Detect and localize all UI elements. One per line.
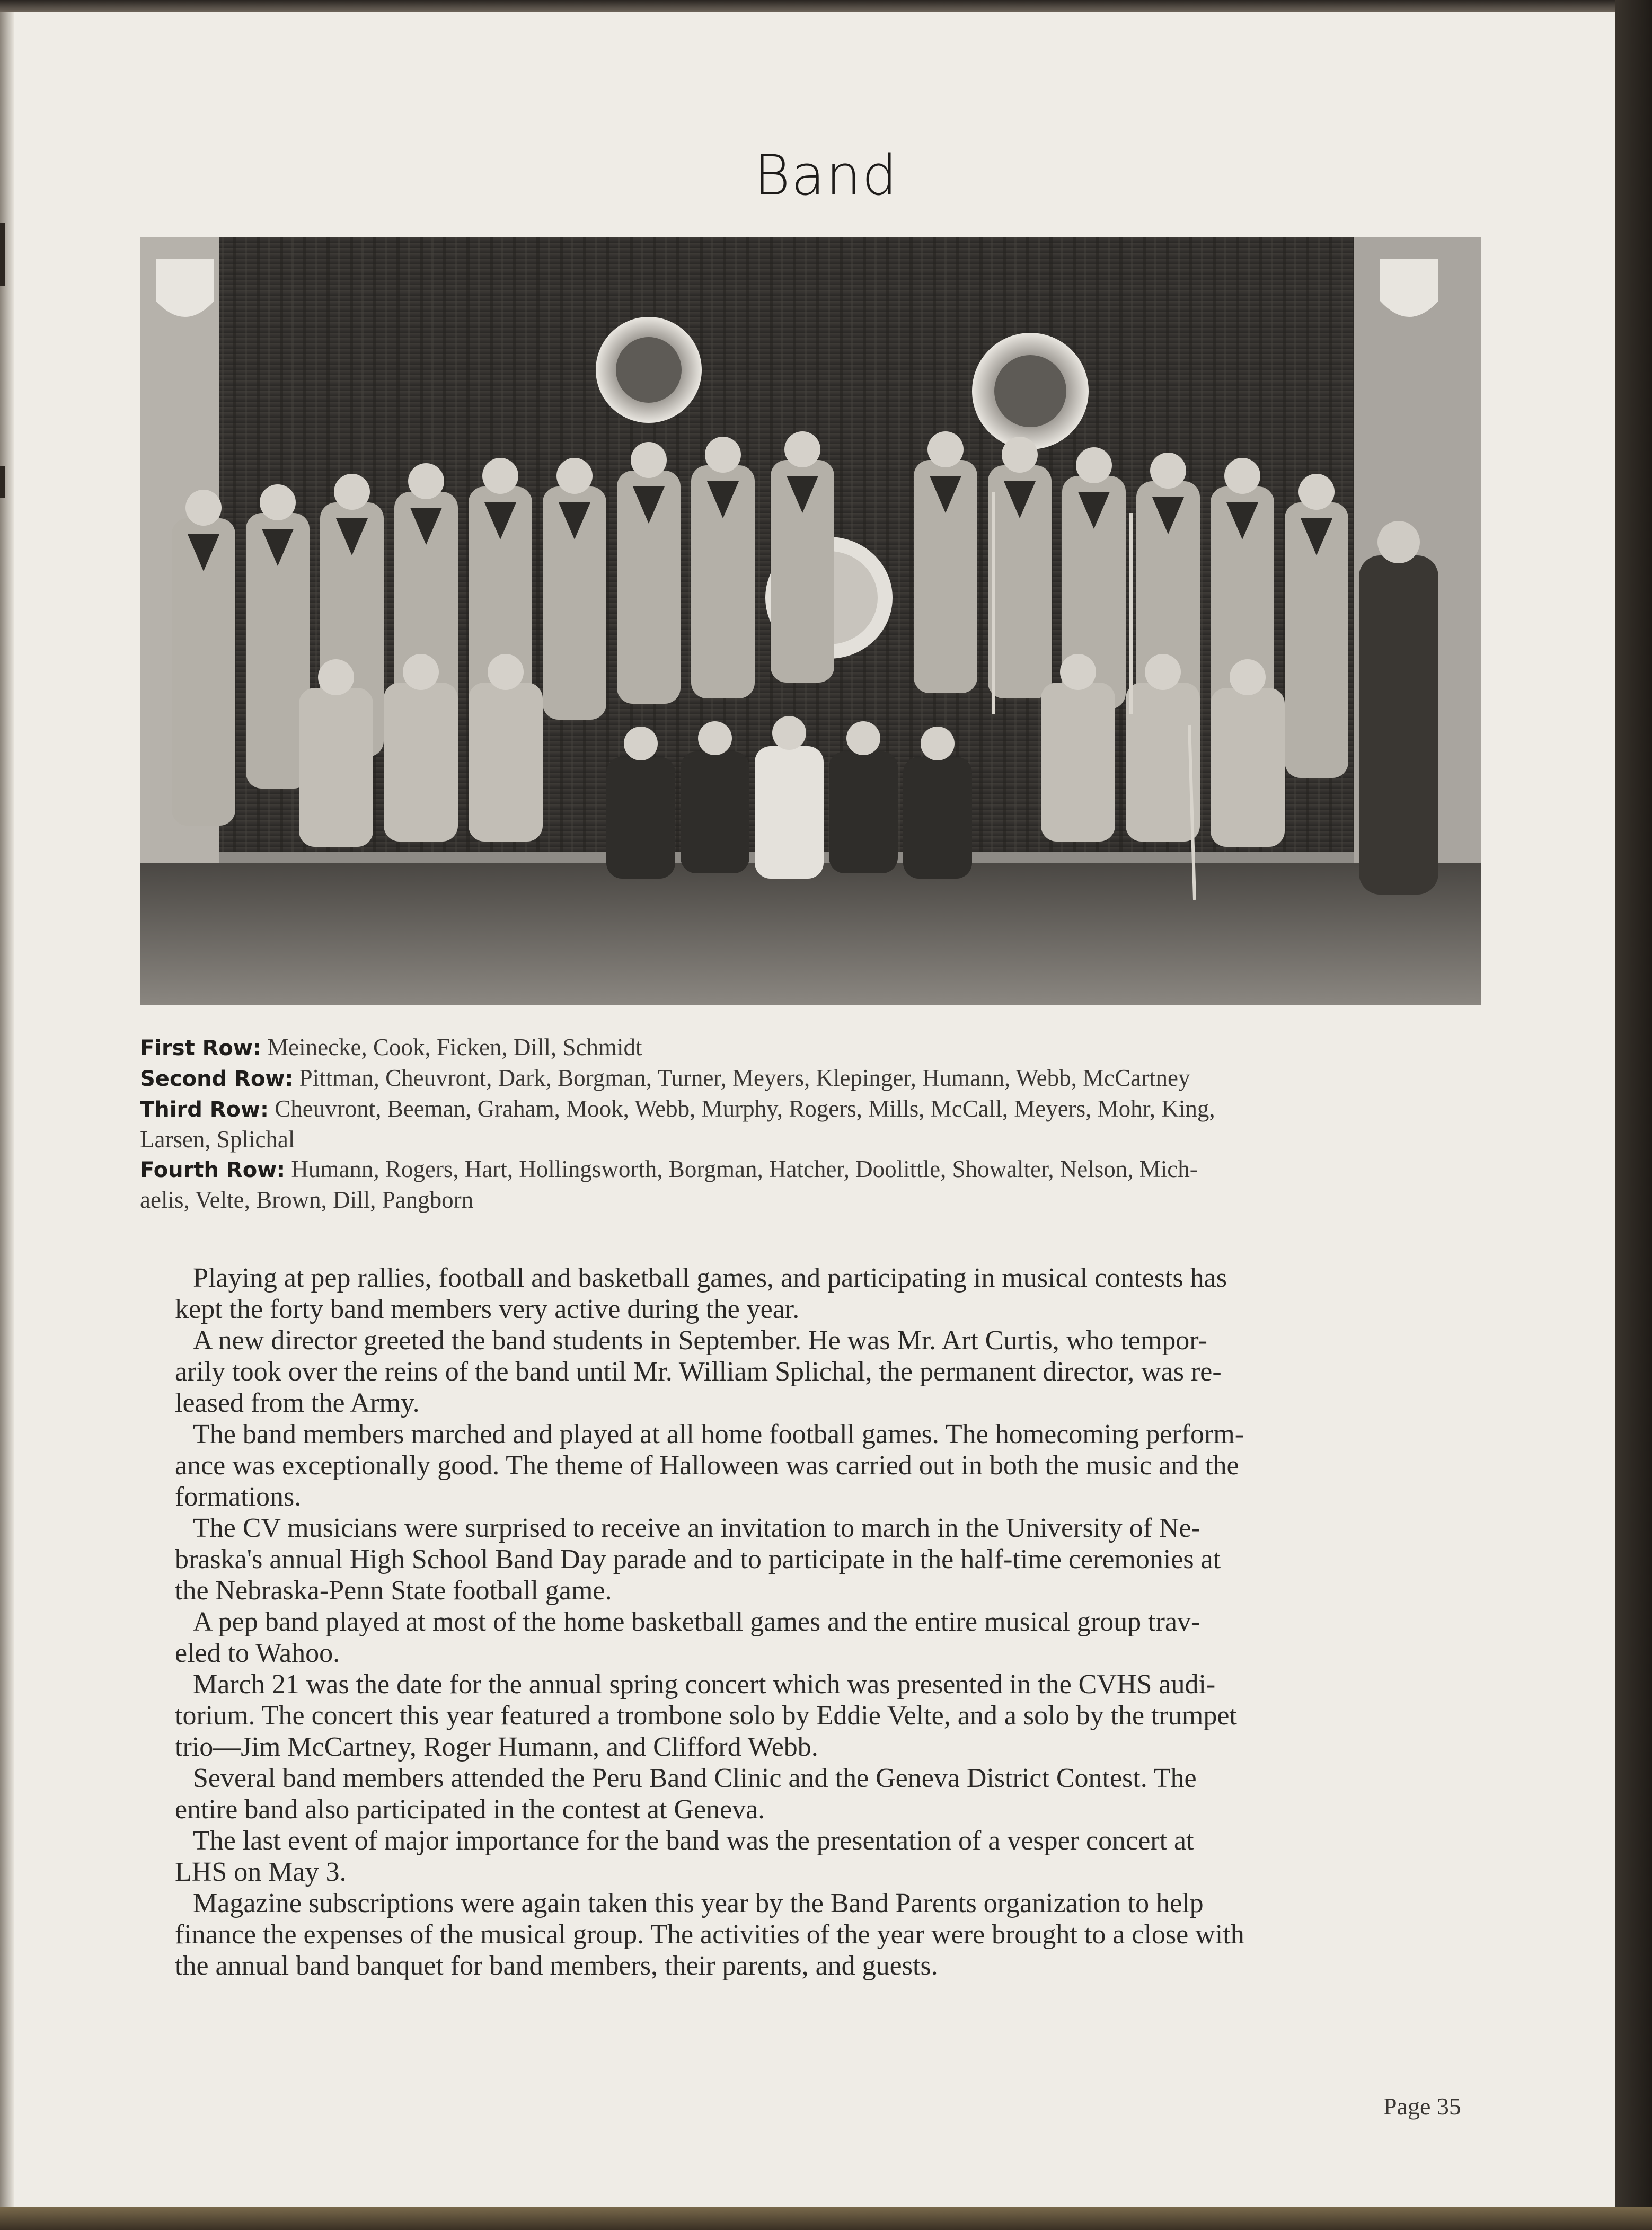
caption-row-label: Third Row:: [140, 1098, 269, 1122]
text-line: March 21 was the date for the annual spring concert which was presented in the CVHS audi-: [193, 1669, 1216, 1700]
text-line: Several band members attended the Peru Band Clinic and the Geneva District Contest. The: [193, 1763, 1197, 1793]
text-line: eled to Wahoo.: [175, 1638, 340, 1668]
text-line: braska's annual High School Band Day parade and to participate in the half-time ceremonies at: [175, 1544, 1221, 1574]
caption-row-names: Meinecke, Cook, Ficken, Dill, Schmidt: [267, 1034, 642, 1060]
page-number: Page 35: [1383, 2093, 1461, 2120]
paragraph: [175, 1419, 1482, 1512]
article-body: [175, 1262, 1482, 1981]
caption-row-names: Pittman, Cheuvront, Dark, Borgman, Turner, Meyers, Klepinger, Humann, Webb, McCartney: [299, 1065, 1190, 1091]
text-line: entire band also participated in the contest at Geneva.: [175, 1794, 765, 1825]
photo-caption: [140, 1032, 1481, 1215]
caption-row-names: Cheuvront, Beeman, Graham, Mook, Webb, Murphy, Rogers, Mills, McCall, Meyers, Mohr, King,: [275, 1095, 1215, 1122]
text-line: Magazine subscriptions were again taken this year by the Band Parents organization to help: [193, 1888, 1204, 1918]
text-line: The band members marched and played at all home football games. The homecoming perform-: [193, 1419, 1244, 1449]
binding-mark: [0, 223, 5, 286]
paragraph: [175, 1825, 1482, 1888]
text-line: The CV musicians were surprised to receive an invitation to march in the University of Ne-: [193, 1513, 1200, 1543]
caption-row-fourth: [140, 1154, 1481, 1185]
page-top-edge: [0, 0, 1652, 12]
text-line: arily took over the reins of the band until Mr. William Splichal, the permanent director, was re-: [175, 1357, 1222, 1387]
text-line: the annual band banquet for band members, their parents, and guests.: [175, 1951, 938, 1981]
caption-row-second: [140, 1063, 1481, 1094]
caption-row-label: Fourth Row:: [140, 1158, 286, 1182]
book-spine: [1615, 0, 1652, 2230]
caption-row-first: [140, 1032, 1481, 1063]
caption-row-label: Second Row:: [140, 1067, 294, 1091]
caption-row-third-cont: Larsen, Splichal: [140, 1126, 295, 1153]
text-line: kept the forty band members very active during the year.: [175, 1294, 800, 1324]
paragraph: [175, 1262, 1482, 1325]
caption-row-fourth-cont: aelis, Velte, Brown, Dill, Pangborn: [140, 1187, 474, 1213]
paragraph: [175, 1888, 1482, 1981]
text-line: A pep band played at most of the home basketball games and the entire musical group trav-: [193, 1607, 1200, 1637]
text-line: finance the expenses of the musical group. The activities of the year were brought to a close with: [175, 1919, 1244, 1950]
text-line: leased from the Army.: [175, 1388, 420, 1418]
text-line: ance was exceptionally good. The theme of Halloween was carried out in both the music and the: [175, 1450, 1239, 1481]
text-line: Playing at pep rallies, football and basketball games, and participating in musical contests has: [193, 1263, 1227, 1293]
caption-row-names: Humann, Rogers, Hart, Hollingsworth, Borgman, Hatcher, Doolittle, Showalter, Nelson, Mich-: [291, 1156, 1198, 1182]
text-line: the Nebraska-Penn State football game.: [175, 1576, 612, 1606]
band-group-photo: [140, 237, 1481, 1005]
page-bottom-edge: [0, 2207, 1652, 2230]
text-line: torium. The concert this year featured a trombone solo by Eddie Velte, and a solo by the trumpet: [175, 1701, 1237, 1731]
paragraph: [175, 1763, 1482, 1825]
page-title: Band: [754, 143, 898, 208]
caption-row-third: [140, 1094, 1481, 1125]
text-line: trio—Jim McCartney, Roger Humann, and Clifford Webb.: [175, 1732, 818, 1762]
caption-row-label: First Row:: [140, 1036, 261, 1060]
text-line: formations.: [175, 1482, 302, 1512]
text-line: LHS on May 3.: [175, 1857, 347, 1887]
binding-mark: [0, 466, 5, 498]
paragraph: [175, 1606, 1482, 1669]
photo-illustration: [140, 237, 1481, 1005]
paragraph: [175, 1669, 1482, 1763]
paragraph: [175, 1325, 1482, 1419]
text-line: A new director greeted the band students in September. He was Mr. Art Curtis, who tempor-: [193, 1325, 1207, 1356]
paragraph: [175, 1512, 1482, 1606]
text-line: The last event of major importance for the band was the presentation of a vesper concert at: [193, 1826, 1194, 1856]
page-left-edge: [0, 0, 14, 2230]
